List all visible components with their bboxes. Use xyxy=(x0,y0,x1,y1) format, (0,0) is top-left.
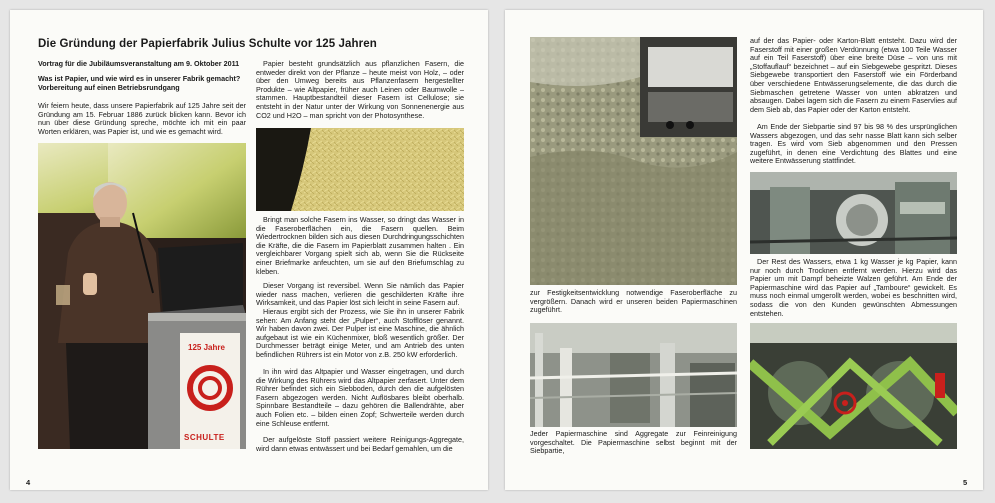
talk-subtitle: Vortrag für die Jubiläumsveranstaltung am 9. Oktober 2011 xyxy=(38,59,240,68)
col2-paragraph-6: Der aufgelöste Stoff passiert weitere Reinigungs-Aggregate, wird dann etwas entwässert und bei Bedarf gemahlen, um die xyxy=(256,435,464,453)
image-caption: Jeder Papiermaschine sind Aggregate zur Feinreinigung vorgeschaltet. Die Papiermaschine selbst beginnt mit der Siebpartie, xyxy=(530,429,737,456)
cleaning-aggregates-photo xyxy=(530,323,737,427)
col2-paragraph-2: Am Ende der Siebpartie sind 97 bis 98 % des ursprünglichen Wassers abgezogen, und das sehr nasse Blatt kann sich selber tragen. Es wird vom Sieb abgenommen und den Pressen zugeführt, in denen eine Verdichtung des Blattes und eine weitere Entwässerung stattfindet. xyxy=(750,122,957,166)
col2-paragraph-2: Bringt man solche Fasern ins Wasser, so dringt das Wasser in die Faseroberflächen ein, die Fasern quellen. Beim Wiedertrocknen bilden sich aus diesen Durchdringungsschichten die Kräfte, die die Fasern im Papierblatt zusammen halten . Ein vergleichbarer Vorgang spielt sich ab, wenn Sie die Rückseite einer Briefmarke anfeuchten, um sie auf den Briefumschlag zu kleben. xyxy=(256,215,464,276)
right-page xyxy=(505,10,983,490)
col2-paragraph-3: Dieser Vorgang ist reversibel. Wenn Sie nämlich das Papier wieder nass machen, verlieren die geschilderten Kräfte ihre Wirksamkeit, und das Papier löst sich leicht in seine Fasern auf. xyxy=(256,281,464,308)
speaker-photo xyxy=(38,143,246,449)
col2-paragraph-4: Hieraus ergibt sich der Prozess, wie Sie ihn in unserer Fabrik sehen: Am Anfang steht der „Pulper“, auch Stofflöser genannt. Wir haben davon zwei. Der Pulper ist eine Maschine, die ähnlich aufgebaut ist wie ein Küchenmixer, bloß wesentlich größer. Der Durchmesser beträgt einige Meter, und am Antrieb des unten befindlichen Rührers ist ein Motor von z.B. 250 kW erforderlich. xyxy=(256,307,464,359)
col2-paragraph-1: Papier besteht grundsätzlich aus pflanzlichen Fasern, die entweder direkt von der Pflanze – heute meist von Holz, – oder über den Umweg bereits aus Pflanzenfasern hergestellter Produkte – wie Altpapier, früher auch Leinen oder Baumwolle – stammen. Hauptbestandteil dieser Fasern ist Cellulose; sie entsteht in der Natur unter der Wirkung von Sonnenenergie aus CO2 und H2O – man spricht von der Photosynthese. xyxy=(256,59,464,120)
fiber-photo xyxy=(256,128,464,211)
press-section-photo xyxy=(750,172,957,254)
col2-paragraph-1: auf der das Papier- oder Karton-Blatt entsteht. Dazu wird der Faserstoff mit einer großen Verdünnung (etwa 100 Teile Wasser auf ein Teil Faserstoff) über eine breite Düse – von uns mit „Stoffauflauf“ bezeichnet – auf ein Siebgewebe gespritzt. Dieses Siebgewebe transportiert den Faserstoff wie ein Förderband über verschiedene Entwässerungselemente, die das durch die Siebmaschen getretene Wasser von unten abkratzen und absaugen. Dabei lagern sich die Fasern zu einem Faservlies auf dem Sieb ab, das Papier oder der Karton entsteht. xyxy=(750,36,957,114)
col2-paragraph-5: In ihn wird das Altpapier und Wasser eingetragen, und durch die Wirkung des Rührers wird das Altpapier zerfasert. Unter dem Rührer befindet sich ein Siebboden, durch den die aufgelösten Fasern abgezogen werden. Nicht Auflösbares bleibt oberhalb. Spinnbare Bestandteile – dazu gehören die Ballendrähte, aber auch Folien etc. – bilden einen Zopf; Schwerteile werden durch eine Schleuse entfernt. xyxy=(256,367,464,428)
banner-label: 125 Jahre xyxy=(188,343,225,352)
col1-continuation: zur Festigkeitsentwicklung notwendige Faseroberfläche zu vergrößern. Danach wird er unseren beiden Papiermaschinen zugeführt. xyxy=(530,288,737,315)
pulper-photo xyxy=(530,37,737,285)
col2-paragraph-3: Der Rest des Wassers, etwa 1 kg Wasser je kg Papier, kann nur noch durch Trocknen entfernt werden. Hierzu wird das Papier um mit Dampf beheizte Walzen geführt. Am Ende der Papiermaschine wird das Papier auf „Tamboure“ gewickelt. Es muss noch einmal umgerollt werden, wobei es beschnitten wird, sodass die von den Kunden gewünschten Abmessungen entstehen. xyxy=(750,257,957,318)
article-title: Die Gründung der Papierfabrik Julius Schulte vor 125 Jahren xyxy=(38,38,377,50)
lead-question: Was ist Papier, und wie wird es in unserer Fabrik gemacht? Vorbereitung auf einen Betriebsrundgang xyxy=(38,74,241,92)
dryer-section-photo xyxy=(750,323,957,449)
schulte-logo-text: SCHULTE xyxy=(184,433,225,442)
page-number-left: 4 xyxy=(26,478,31,487)
page-number-right: 5 xyxy=(963,478,968,487)
left-page xyxy=(10,10,488,490)
intro-paragraph: Wir feiern heute, dass unsere Papierfabrik auf 125 Jahre seit der Gründung am 15. Februar 1886 zurück blicken kann. Bevor ich nun über diese Gründung spreche, möchte ich mit ein paar Worten erklären, was Papier ist, und wie es gemacht wird. xyxy=(38,101,246,136)
